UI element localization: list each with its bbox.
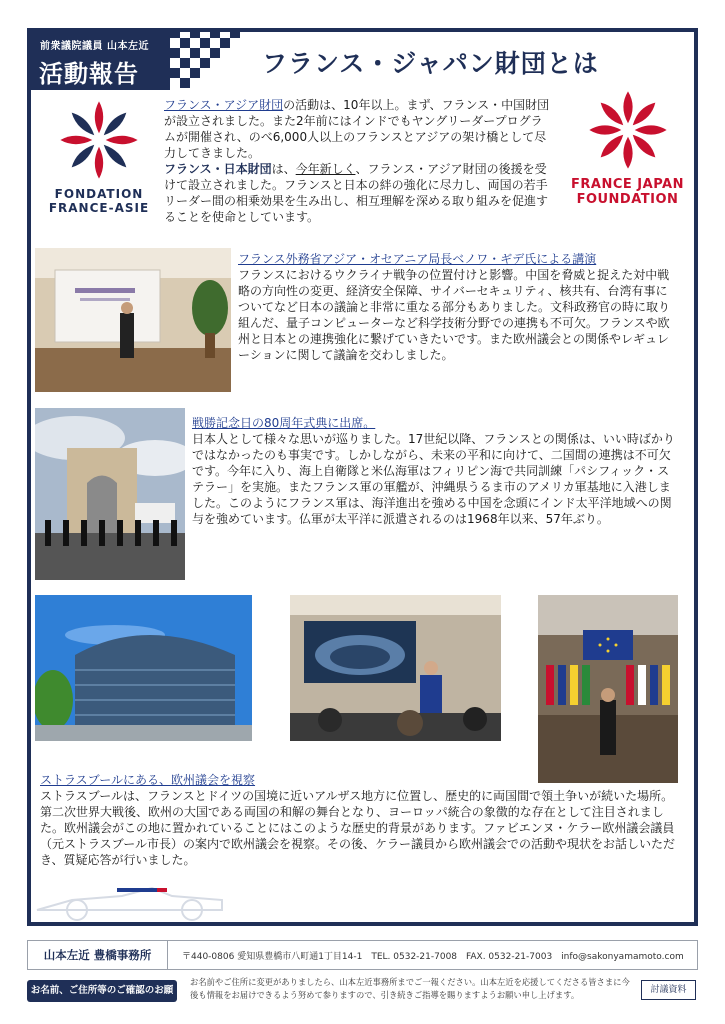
section2-body: 日本人として様々な思いが巡りました。17世紀以降、フランスとの関係は、いい時ばかりではなかったのも事実です。しかしながら、未来の平和に向けて、二国間の連携は不可欠です。今年に入り、海上自衛隊と米仏海軍はフィリピン海で共同訓練「パシフィック・ステラー」を実施。またフランス軍の軍艦が、沖縄県うるま市のアメリカ軍基地に入港しました。このようにフランス軍は、海洋進出を強める中国を念頭にインド太平洋地域への関与を強めています。仏軍が太平洋に派遣されるのは1968年以来、57年ぶり。 (192, 432, 675, 526)
intro-underline: 今年新しく (295, 162, 356, 176)
france-japan-foundation-logo (565, 88, 690, 218)
intro-text-2b: 、フランス・アジア財団の後援を受けて設立されました。フランスと日本の絆の強化に尽力し、両国の若手リーダー間の相乗効果を生み出し、相互理解を深める取り組みを促進することを使命としています。 (164, 162, 549, 224)
section2 (192, 415, 680, 527)
header-subtitle: 前衆議院議員 山本左近 (40, 41, 149, 52)
address-confirm-badge: お名前、ご住所等のご確認のお願い (27, 980, 177, 1002)
france-asie-link[interactable]: フランス・アジア財団 (164, 98, 284, 112)
header-label: 活動報告 (39, 60, 139, 88)
parliament-building-photo (35, 595, 252, 741)
flags-hall-photo (538, 595, 678, 783)
lecture-photo (35, 248, 231, 392)
section3-body: ストラスブールは、フランスとドイツの国境に近いアルザス地方に位置し、歴史的に両国間で領土争いが続いた場所。第二次世界大戦後、欧州の大国である両国の和解の舞台となり、ヨーロッパ統合の象徴的な存在として注目されました。欧州議会がこの地に置かれていることにはこのような歴史的背景があります。ファビエンヌ・ケラー欧州議会議員（元ストラスブール市長）の案内で欧州議会を視察。その後、ケラー議員から欧州議会での活動や現状をお話しいただき、質疑応答が行いました。 (40, 789, 676, 867)
page-title: フランス・ジャパン財団とは (262, 49, 599, 78)
logo-left-line2: FRANCE-ASIE (48, 200, 150, 215)
section1 (238, 251, 678, 363)
arc-de-triomphe-photo (35, 408, 185, 580)
footer-contact-row (27, 940, 698, 970)
logo-left-line1: FONDATION (54, 187, 144, 201)
race-car-silhouette-icon (32, 870, 227, 922)
logo-right-line2: FOUNDATION (576, 191, 679, 207)
fondation-france-asie-logo (40, 98, 158, 228)
header-badge (27, 28, 170, 90)
section1-body: フランスにおけるウクライナ戦争の位置付けと影響。中国を脅威と捉えた対中戦略の方向性の変更、経済安全保障、サイバーセキュリティ、核共有、台湾有事についてなど日本の議論と非常に重なる部分もありました。文科政務官の時に取り組んだ、量子コンピューターなど科学技術分野での連携も不可欠。フランスや欧州と日本との連携強化に繋げていきたいです。また欧州議会との関係やレギュレーションに関して議論を交わしました。 (238, 268, 671, 362)
office-name: 山本左近 豊橋事務所 (28, 941, 168, 969)
logo-right-line1: FRANCE JAPAN (571, 177, 684, 192)
section1-heading: フランス外務省アジア・オセアニア局長ベノワ・ギデ氏による講演 (238, 252, 597, 266)
office-contact-info: 〒440-0806 愛知県豊橋市八町通1丁目14-1 TEL. 0532-21-7008 FAX. 0532-21-7003 info@sakonyamamoto.com (182, 951, 684, 962)
red-flower-logo-icon (586, 88, 670, 172)
intro-paragraph (164, 97, 554, 225)
section2-heading: 戦勝記念日の80周年式典に出席。 (192, 416, 376, 430)
intro-text-2a: は、 (271, 162, 296, 176)
discussion-material-label: 討議資料 (641, 980, 696, 1000)
section3-heading: ストラスブールにある、欧州議会を視察 (40, 773, 256, 787)
intro-text-1: の活動は、10年以上。まず、フランス・中国財団が設立されました。また2年前にはインドでもヤングリーダープログラムが開催され、のべ6,000人以上のフランスとアジアの架け橋として尽力してきました。 (164, 98, 550, 160)
section3 (40, 772, 680, 868)
hemicycle-screen-photo (290, 595, 501, 741)
france-japan-foundation-bold: フランス・日本財団 (164, 162, 272, 176)
footer-notice: お名前やご住所に変更がありましたら、山本左近事務所までご一報ください。山本左近を応援してくださる皆さまに今後も情報をお届けできるよう努めて参りますので、引き続きご指導を賜りますようお願い申し上げます。 (190, 977, 630, 1000)
flower-logo-icon (57, 98, 141, 182)
checker-pattern-icon (170, 28, 250, 90)
